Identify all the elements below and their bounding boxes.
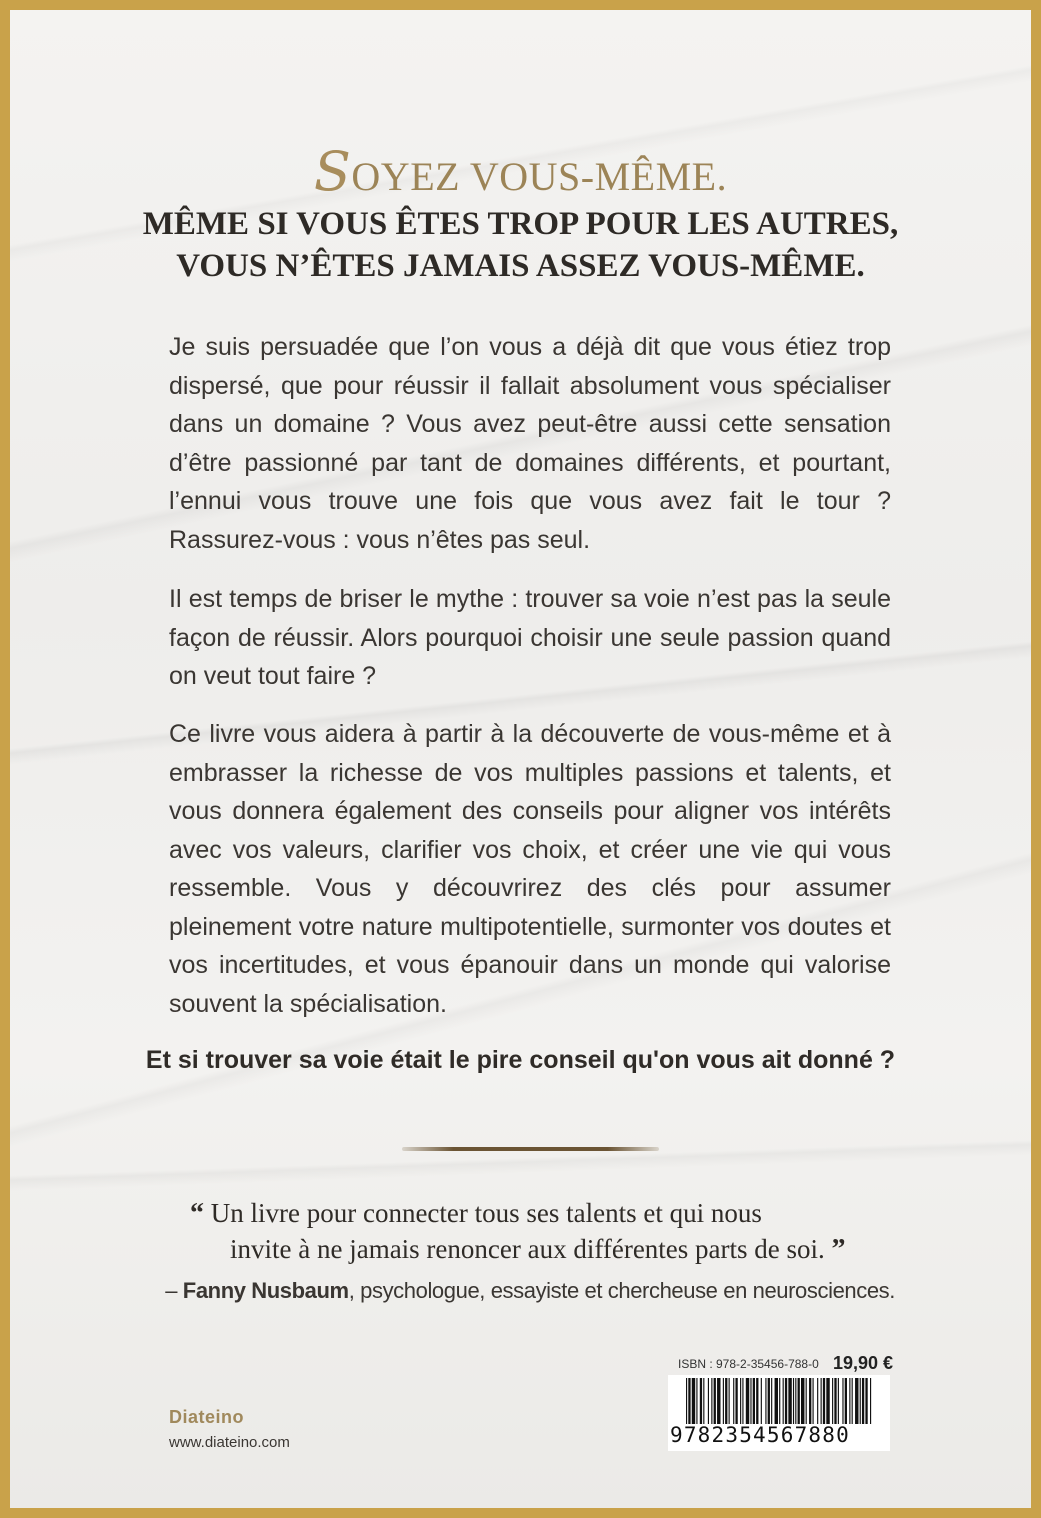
barcode-bar bbox=[849, 1378, 850, 1424]
barcode-bar bbox=[733, 1378, 734, 1424]
barcode-bar bbox=[708, 1378, 709, 1424]
barcode-bar bbox=[826, 1378, 829, 1424]
barcode-bar bbox=[845, 1378, 847, 1424]
barcode-bar bbox=[865, 1378, 867, 1424]
headline-initial: S bbox=[313, 140, 352, 203]
barcode-bar bbox=[785, 1378, 787, 1424]
blurb-paragraph-2: Il est temps de briser le mythe : trouver sa voie n’est pas la seule façon de réussir. Alors pourquoi choisir une seule passion quand on veut tout faire ? bbox=[169, 585, 891, 690]
barcode-bar bbox=[832, 1378, 833, 1424]
barcode-bar bbox=[725, 1378, 727, 1424]
barcode-bar bbox=[795, 1378, 796, 1424]
isbn-label: ISBN : 978-2-35456-788-0 bbox=[678, 1357, 819, 1371]
attribution-dash: – bbox=[165, 1278, 183, 1303]
barcode-bar bbox=[692, 1378, 695, 1424]
open-quote-mark: “ bbox=[190, 1198, 204, 1229]
barcode-bar bbox=[742, 1378, 743, 1424]
barcode-bar bbox=[838, 1378, 839, 1424]
headline-line-2: MÊME SI VOUS ÊTES TROP POUR LES AUTRES, bbox=[142, 206, 899, 242]
barcode-bar bbox=[686, 1378, 687, 1424]
key-question: Et si trouver sa voie était le pire conseil qu'on vous ait donné ? bbox=[145, 1046, 896, 1074]
barcode-bar bbox=[688, 1378, 690, 1424]
barcode-bar bbox=[723, 1378, 724, 1424]
barcode-bar bbox=[860, 1378, 861, 1424]
barcode-number: 9782354567880 bbox=[670, 1423, 850, 1447]
barcode-bar bbox=[714, 1378, 716, 1424]
testimonial-text-2: invite à ne jamais renoncer aux différentes parts de soi. bbox=[230, 1234, 825, 1264]
barcode-bar bbox=[703, 1378, 704, 1424]
barcode-bar bbox=[700, 1378, 702, 1424]
barcode-bar bbox=[711, 1378, 712, 1424]
barcode-bars bbox=[686, 1378, 874, 1424]
barcode-bar bbox=[855, 1378, 858, 1424]
barcode-bar bbox=[775, 1378, 778, 1424]
barcode-bar bbox=[771, 1378, 772, 1424]
testimonial-text-1: Un livre pour connecter tous ses talents et qui nous bbox=[210, 1198, 762, 1228]
gold-divider bbox=[402, 1147, 659, 1151]
barcode-bar bbox=[746, 1378, 749, 1424]
barcode-bar bbox=[753, 1378, 755, 1424]
book-back-cover bbox=[10, 10, 1031, 1508]
barcode-bar bbox=[761, 1378, 762, 1424]
barcode-bar bbox=[717, 1378, 720, 1424]
barcode-bar bbox=[852, 1378, 853, 1424]
barcode-bar bbox=[765, 1378, 766, 1424]
testimonial-author-role: , psychologue, essayiste et chercheuse en neurosciences. bbox=[348, 1278, 895, 1303]
blurb-paragraph-1: Je suis persuadée que l’on vous a déjà dit que vous étiez trop dispersé, que pour réussir il fallait absolument vous spécialiser dans un domaine ? Vous avez peut-être aussi cette sensation d’être passionné par tant de domaines différents, et pourtant, l’ennui vous trouve une fois que vous avez fait le tour ? Rassurez-vous : vous n’êtes pas seul. bbox=[169, 333, 891, 554]
barcode-bar bbox=[870, 1378, 871, 1424]
barcode-bar bbox=[735, 1378, 737, 1424]
testimonial-line-2 bbox=[230, 1234, 950, 1266]
price-label: 19,90 € bbox=[833, 1353, 894, 1373]
barcode-bar bbox=[779, 1378, 780, 1424]
barcode-bar bbox=[798, 1378, 800, 1424]
publisher-name: Diateino bbox=[169, 1407, 245, 1427]
headline-line-1-text: OYEZ VOUS-MÊME. bbox=[351, 154, 728, 199]
barcode-bar bbox=[750, 1378, 751, 1424]
barcode-bar bbox=[768, 1378, 770, 1424]
barcode-bar bbox=[801, 1378, 804, 1424]
barcode-bar bbox=[817, 1378, 818, 1424]
barcode-bar bbox=[806, 1378, 807, 1424]
barcode-bar bbox=[862, 1378, 864, 1424]
barcode-bar bbox=[783, 1378, 784, 1424]
publisher-website: www.diateino.com bbox=[169, 1434, 290, 1451]
barcode-bar bbox=[842, 1378, 843, 1424]
close-quote-mark: ” bbox=[831, 1234, 846, 1265]
barcode-bar bbox=[793, 1378, 794, 1424]
barcode-bar bbox=[740, 1378, 741, 1424]
barcode-bar bbox=[813, 1378, 814, 1424]
barcode-bar bbox=[756, 1378, 758, 1424]
barcode bbox=[668, 1375, 890, 1451]
headline-line-1 bbox=[10, 140, 1031, 203]
barcode-bar bbox=[823, 1378, 825, 1424]
barcode-bar bbox=[788, 1378, 791, 1424]
testimonial-author: Fanny Nusbaum bbox=[182, 1278, 349, 1303]
testimonial-attribution bbox=[10, 1278, 895, 1304]
headline-line-3: VOUS N’ÊTES JAMAIS ASSEZ VOUS-MÊME. bbox=[176, 248, 865, 284]
barcode-bar bbox=[809, 1378, 811, 1424]
testimonial-line-1 bbox=[190, 1198, 910, 1230]
blurb-paragraph-3: Ce livre vous aidera à partir à la découverte de vous-même et à embrasser la richesse de vos multiples passions et talents, et vous donnera également des conseils pour aligner vos intérêts avec vos valeurs, clarifier vos choix, et créer une vie qui vous ressemble. Vous y découvrirez des clés pour assumer pleinement votre nature multipotentielle, surmonter vos doutes et vos incertitudes, et vous épanouir dans un monde qui valorise souvent la spécialisation. bbox=[169, 720, 891, 1018]
barcode-bar bbox=[729, 1378, 730, 1424]
barcode-bar bbox=[834, 1378, 836, 1424]
barcode-bar bbox=[821, 1378, 822, 1424]
barcode-bar bbox=[696, 1378, 697, 1424]
